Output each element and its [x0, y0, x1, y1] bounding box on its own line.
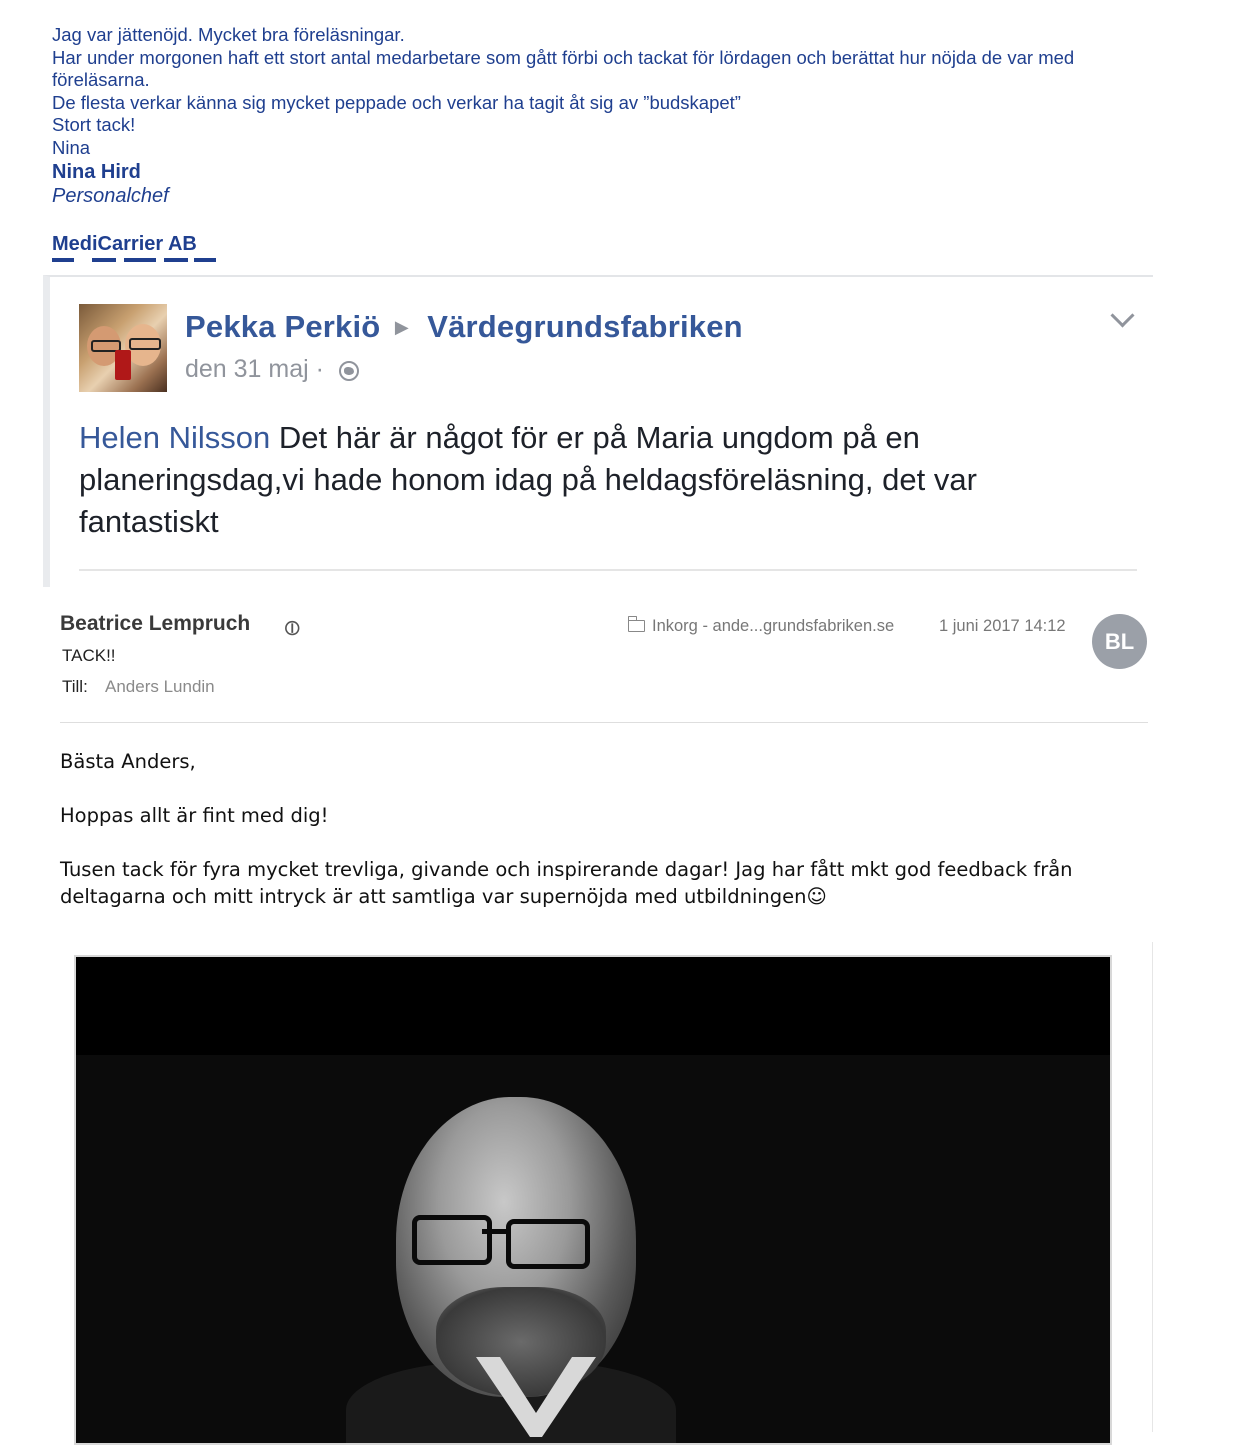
email-line: Har under morgonen haft ett stort antal medarbetare som gått förbi och tackat för lördagen och berättat hur nöjda de var med föreläsarna. — [52, 46, 1075, 90]
signature-title: Personalchef — [52, 185, 169, 207]
sender-name[interactable]: Beatrice Lempruch — [60, 612, 251, 635]
post-group-link[interactable]: Värdegrundsfabriken — [427, 309, 743, 344]
email-date: 1 juni 2017 14:12 — [939, 617, 1066, 635]
email-paragraph: Tusen tack för fyra mycket trevliga, givande och inspirerande dagar! Jag har fått mkt god feedback från deltagarna och mitt intryck är att samtliga var supernöjda med utbildningen☺ — [60, 858, 1073, 908]
cropped-toolbar-row — [52, 0, 1152, 12]
post-header — [185, 309, 743, 345]
post-meta — [185, 355, 359, 384]
email-body — [60, 748, 1150, 937]
email-subject: TACK!! — [62, 646, 116, 665]
email-line: Stort tack! — [52, 114, 136, 135]
speaker-photo — [74, 955, 1112, 1445]
facebook-post — [43, 275, 1153, 587]
mention-link[interactable]: Helen Nilsson — [79, 420, 271, 455]
email-line: De flesta verkar känna sig mycket peppade och verkar ha tagit åt sig av ”budskapet” — [52, 91, 741, 113]
to-label: Till: — [62, 677, 88, 696]
post-author-link[interactable]: Pekka Perkiö — [185, 309, 381, 344]
divider — [79, 569, 1137, 571]
paperclip-icon[interactable]: ⊘ — [276, 612, 308, 644]
pane-border — [1152, 942, 1153, 1432]
email-line: Nina — [52, 136, 91, 158]
cropped-phone-line — [52, 256, 222, 262]
header-separator — [60, 722, 1148, 723]
post-date[interactable]: den 31 maj · — [185, 355, 324, 383]
email-nina-hird — [0, 0, 1248, 262]
avatar: BL — [1092, 614, 1147, 669]
mailbox-folder[interactable]: Inkorg - ande...grundsfabriken.se — [652, 617, 895, 635]
email-paragraph: Bästa Anders, — [60, 750, 196, 773]
signature-company: MediCarrier AB — [52, 233, 197, 255]
post-text — [79, 417, 1059, 543]
chevron-down-icon[interactable] — [1110, 303, 1134, 327]
globe-icon[interactable] — [339, 361, 359, 381]
email-line: Jag var jättenöjd. Mycket bra föreläsningar. — [52, 24, 405, 45]
signature-name: Nina Hird — [52, 161, 141, 183]
post-body: Det här är något för er på Maria ungdom på en planeringsdag,vi hade honom idag på heldagsföreläsning, det var fantastiskt — [79, 420, 977, 539]
recipient-name[interactable]: Anders Lundin — [105, 677, 215, 696]
email-paragraph: Hoppas allt är fint med dig! — [60, 804, 329, 827]
folder-icon — [628, 620, 645, 632]
author-avatar[interactable] — [79, 304, 167, 392]
triangle-right-icon: ▶ — [394, 317, 409, 337]
